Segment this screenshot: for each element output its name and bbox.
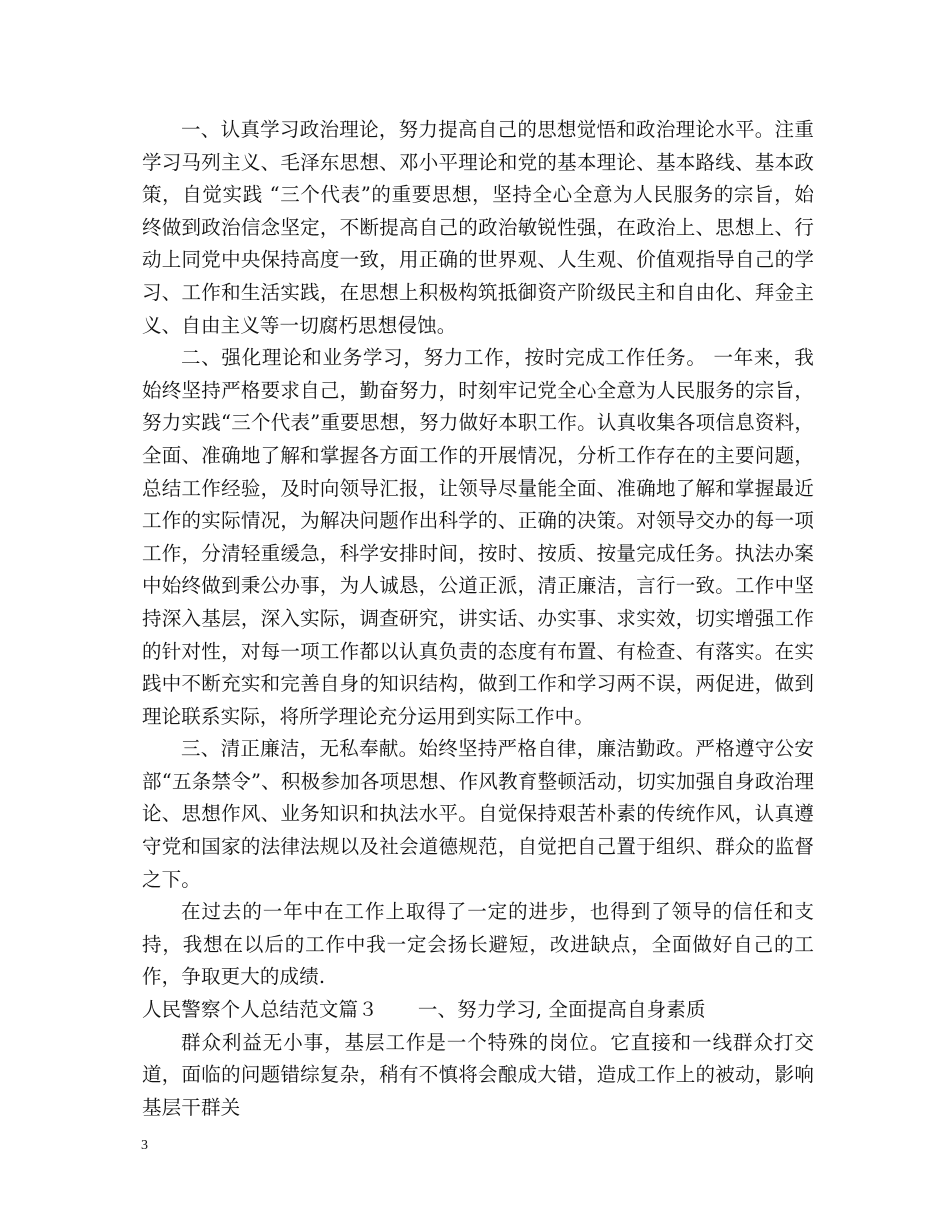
paragraph-3: 三、清正廉洁，无私奉献。始终坚持严格自律，廉洁勤政。严格遵守公安部“五条禁令”、积极参加各项思想、作风教育整顿活动，切实加强自身政治理论、思想作风、业务知识和执法水平。自觉保持艰苦朴素的传统作风，认真遵守党和国家的法律法规以及社会道德规范，自觉把自己置于组织、群众的监督之下。 — [142, 737, 814, 891]
section-title: 人民警察个人总结范文篇３ — [142, 998, 378, 1022]
paragraph-5: 群众利益无小事，基层工作是一个特殊的岗位。它直接和一线群众打交道，面临的问题错综复杂，稍有不慎将会酿成大错，造成工作上的被动，影响基层干群关 — [142, 1030, 814, 1119]
paragraph-2: 二、强化理论和业务学习，努力工作，按时完成工作任务。 一年来，我始终坚持严格要求自己，勤奋努力，时刻牢记党全心全意为人民服务的宗旨，努力实践“三个代表”重要思想，努力做好本职工作。认真收集各项信息资料，全面、准确地了解和掌握各方面工作的开展情况，分析工作存在的主要问题，总结工作经验，及时向领导汇报，让领导尽量能全面、准确地了解和掌握最近工作的实际情况，为解决问题作出科学的、正确的决策。对领导交办的每一项工作，分清轻重缓急，科学安排时间，按时、按质、按量完成任务。执法办案中始终做到秉公办事，为人诚恳，公道正派，清正廉洁，言行一致。工作中坚持深入基层，深入实际，调查研究，讲实话、办实事、求实效，切实增强工作的针对性，对每一项工作都以认真负责的态度有布置、有检查、有落实。在实践中不断充实和完善自身的知识结构，做到工作和学习两不误，两促进，做到理论联系实际，将所学理论充分运用到实际工作中。 — [142, 346, 814, 728]
section-subtitle: 一、努力学习, 全面提高自身素质 — [417, 998, 706, 1022]
section-heading-line — [142, 994, 814, 1027]
paragraph-4: 在过去的一年中在工作上取得了一定的进步，也得到了领导的信任和支持，我想在以后的工作中我一定会扬长避短，改进缺点，全面做好自己的工作，争取更大的成绩. — [142, 900, 814, 989]
document-body — [142, 114, 814, 1124]
paragraph-1: 一、认真学习政治理论，努力提高自己的思想觉悟和政治理论水平。注重学习马列主义、毛泽东思想、邓小平理论和党的基本理论、基本路线、基本政策，自觉实践 “三个代表”的重要思想，坚持全心全意为人民服务的宗旨，始终做到政治信念坚定，不断提高自己的政治敏锐性强，在政治上、思想上、行动上同党中央保持高度一致，用正确的世界观、人生观、价值观指导自己的学习、工作和生活实践，在思想上积极构筑抵御资产阶级民主和自由化、拜金主义、自由主义等一切腐朽思想侵蚀。 — [142, 118, 814, 337]
page-number: 3 — [141, 1138, 148, 1153]
